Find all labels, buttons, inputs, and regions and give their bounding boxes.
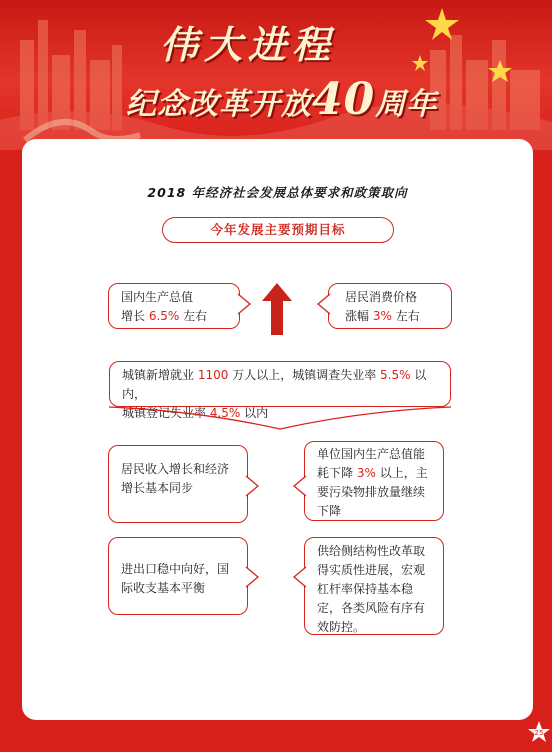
employment-line1 [122, 366, 450, 404]
trade-target-box [108, 537, 248, 615]
energy-box-pointer [293, 476, 307, 496]
up-arrow-icon [262, 283, 292, 335]
banner-subtitle-suffix: 周年 [375, 87, 438, 122]
banner-subtitle-prefix: 纪念改革开放 [126, 87, 312, 122]
employment-box-pointer [109, 405, 451, 431]
employment-text-1: 城镇新增就业 [122, 368, 198, 382]
gdp-value: 6.5% [148, 309, 180, 323]
supply-side-target-box [304, 537, 444, 635]
gdp-line1: 国内生产总值 [121, 290, 194, 304]
employment-jobs-value: 1100 [197, 368, 229, 382]
income-box-pointer [246, 476, 260, 496]
section-subtitle: 今年发展主要预期目标 [162, 217, 394, 243]
gdp-line2 [121, 307, 239, 326]
employment-text-3: 以内， [122, 368, 427, 401]
gdp-line2-prefix: 增长 [121, 309, 149, 323]
supply-side-box-pointer [293, 567, 307, 587]
content-card [22, 139, 533, 720]
survey-unemployment-value: 5.5% [380, 368, 411, 382]
supply-side-text: 供给侧结构性改革取得实质性进展，宏观杠杆率保持基本稳定，各类风险有序有效防控。 [317, 544, 426, 634]
cpi-line2-suffix: 左右 [391, 309, 420, 323]
income-target-box [108, 445, 248, 523]
employment-text-2: 万人以上，城镇调查失业率 [228, 368, 381, 382]
trade-box-pointer [246, 567, 260, 587]
banner-title: 伟大进程 [160, 22, 337, 67]
banner-subtitle-number: 40 [312, 74, 376, 125]
trade-text: 进出口稳中向好，国际收支基本平衡 [121, 562, 230, 595]
energy-target-box [304, 441, 444, 521]
energy-text-2: 以上，主要污染物排放量继续下降 [317, 466, 428, 518]
page-heading: 2018 年经济社会发展总体要求和政策取向 [147, 185, 408, 200]
cpi-target-box [328, 283, 452, 329]
gdp-line2-suffix: 左右 [179, 309, 208, 323]
employment-target-box [109, 361, 451, 420]
gdp-box-pointer [238, 294, 252, 314]
page-number-star-icon [527, 720, 551, 744]
page-number: 25 [534, 729, 544, 737]
cpi-line2 [345, 307, 451, 326]
energy-value: 3% [356, 466, 376, 480]
cpi-line1: 居民消费价格 [345, 290, 418, 304]
gdp-target-box [108, 283, 240, 329]
banner-subtitle [126, 74, 437, 125]
income-text: 居民收入增长和经济增长基本同步 [121, 462, 230, 495]
cpi-box-pointer [317, 294, 331, 314]
header-banner [0, 0, 552, 150]
energy-text [317, 445, 433, 521]
energy-text-1: 单位国内生产总值能耗下降 [317, 447, 426, 480]
cpi-value: 3% [372, 309, 392, 323]
registered-unemployment-value: 4.5% [209, 406, 241, 420]
cpi-line2-prefix: 涨幅 [345, 309, 373, 323]
employment-text-4: 城镇登记失业率 [122, 406, 210, 420]
employment-text-5: 以内 [240, 406, 269, 420]
